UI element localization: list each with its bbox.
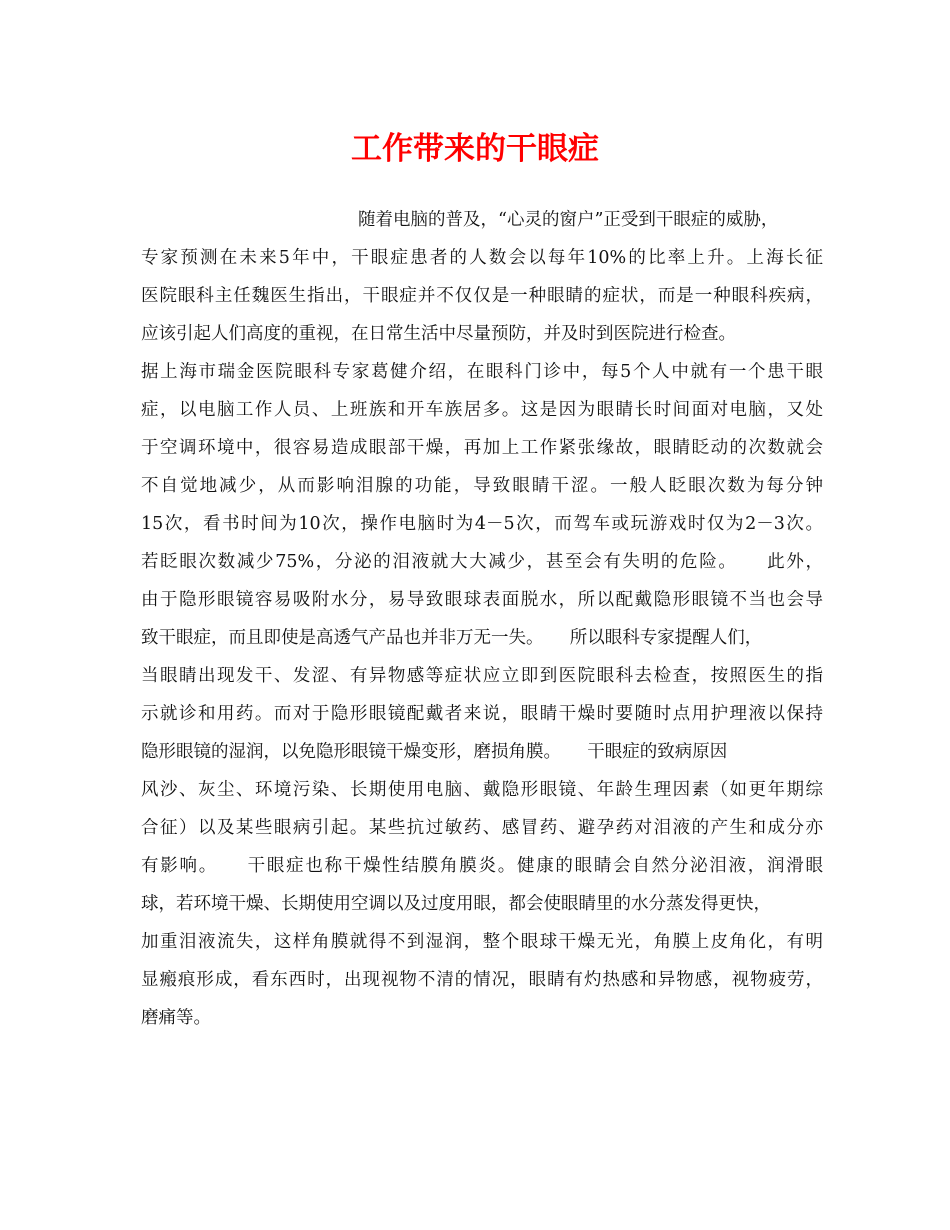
body-line: 症，以电脑工作人员、上班族和开车族居多。这是因为眼睛长时间面对电脑，又处 (141, 400, 823, 420)
body-line: 由于隐形眼镜容易吸附水分，易导致眼球表面脱水，所以配戴隐形眼镜不当也会导 (141, 590, 823, 610)
body-line: 加重泪液流失，这样角膜就得不到湿润，整个眼球干燥无光，角膜上皮角化，有明 (141, 932, 823, 952)
body-line: 15次，看书时间为10次，操作电脑时为4－5次，而驾车或玩游戏时仅为2－3次。 (141, 514, 823, 534)
body-line: 据上海市瑞金医院眼科专家葛健介绍，在眼科门诊中，每5个人中就有一个患干眼 (141, 362, 823, 382)
body-line: 有影响。 干眼症也称干燥性结膜角膜炎。健康的眼睛会自然分泌泪液，润滑眼 (141, 856, 823, 876)
body-line: 不自觉地减少，从而影响泪腺的功能，导致眼睛干涩。一般人眨眼次数为每分钟 (141, 476, 823, 496)
body-line: 致干眼症，而且即使是高透气产品也并非万无一失。 所以眼科专家提醒人们， (141, 628, 763, 648)
body-line: 合征）以及某些眼病引起。某些抗过敏药、感冒药、避孕药对泪液的产生和成分亦 (141, 818, 823, 838)
body-line: 显瘢痕形成，看东西时，出现视物不清的情况，眼睛有灼热感和异物感，视物疲劳， (141, 970, 823, 990)
body-line: 应该引起人们高度的重视，在日常生活中尽量预防，并及时到医院进行检查。 (141, 324, 736, 344)
body-line: 当眼睛出现发干、发涩、有异物感等症状应立即到医院眼科去检查，按照医生的指 (141, 666, 823, 686)
body-line: 若眨眼次数减少75%，分泌的泪液就大大减少，甚至会有失明的危险。 此外， (141, 552, 823, 572)
body-line: 示就诊和用药。而对于隐形眼镜配戴者来说，眼睛干燥时要随时点用护理液以保持 (141, 704, 823, 724)
body-line: 风沙、灰尘、环境污染、长期使用电脑、戴隐形眼镜、年龄生理因素（如更年期综 (141, 780, 823, 800)
body-line: 专家预测在未来5年中，干眼症患者的人数会以每年10%的比率上升。上海长征 (141, 248, 823, 268)
body-line: 隐形眼镜的湿润，以免隐形眼镜干燥变形，磨损角膜。 干眼症的致病原因 (141, 742, 728, 762)
body-line: 医院眼科主任魏医生指出，干眼症并不仅仅是一种眼睛的症状，而是一种眼科疾病， (141, 286, 823, 306)
body-line: 随着电脑的普及，“心灵的窗户”正受到干眼症的威胁， (358, 210, 779, 230)
document-title: 工作带来的干眼症 (351, 131, 599, 167)
body-line: 磨痛等。 (141, 1008, 211, 1028)
body-line: 球，若环境干燥、长期使用空调以及过度用眼，都会使眼睛里的水分蒸发得更快， (141, 894, 771, 914)
body-line: 于空调环境中，很容易造成眼部干燥，再加上工作紧张缘故，眼睛眨动的次数就会 (141, 438, 823, 458)
